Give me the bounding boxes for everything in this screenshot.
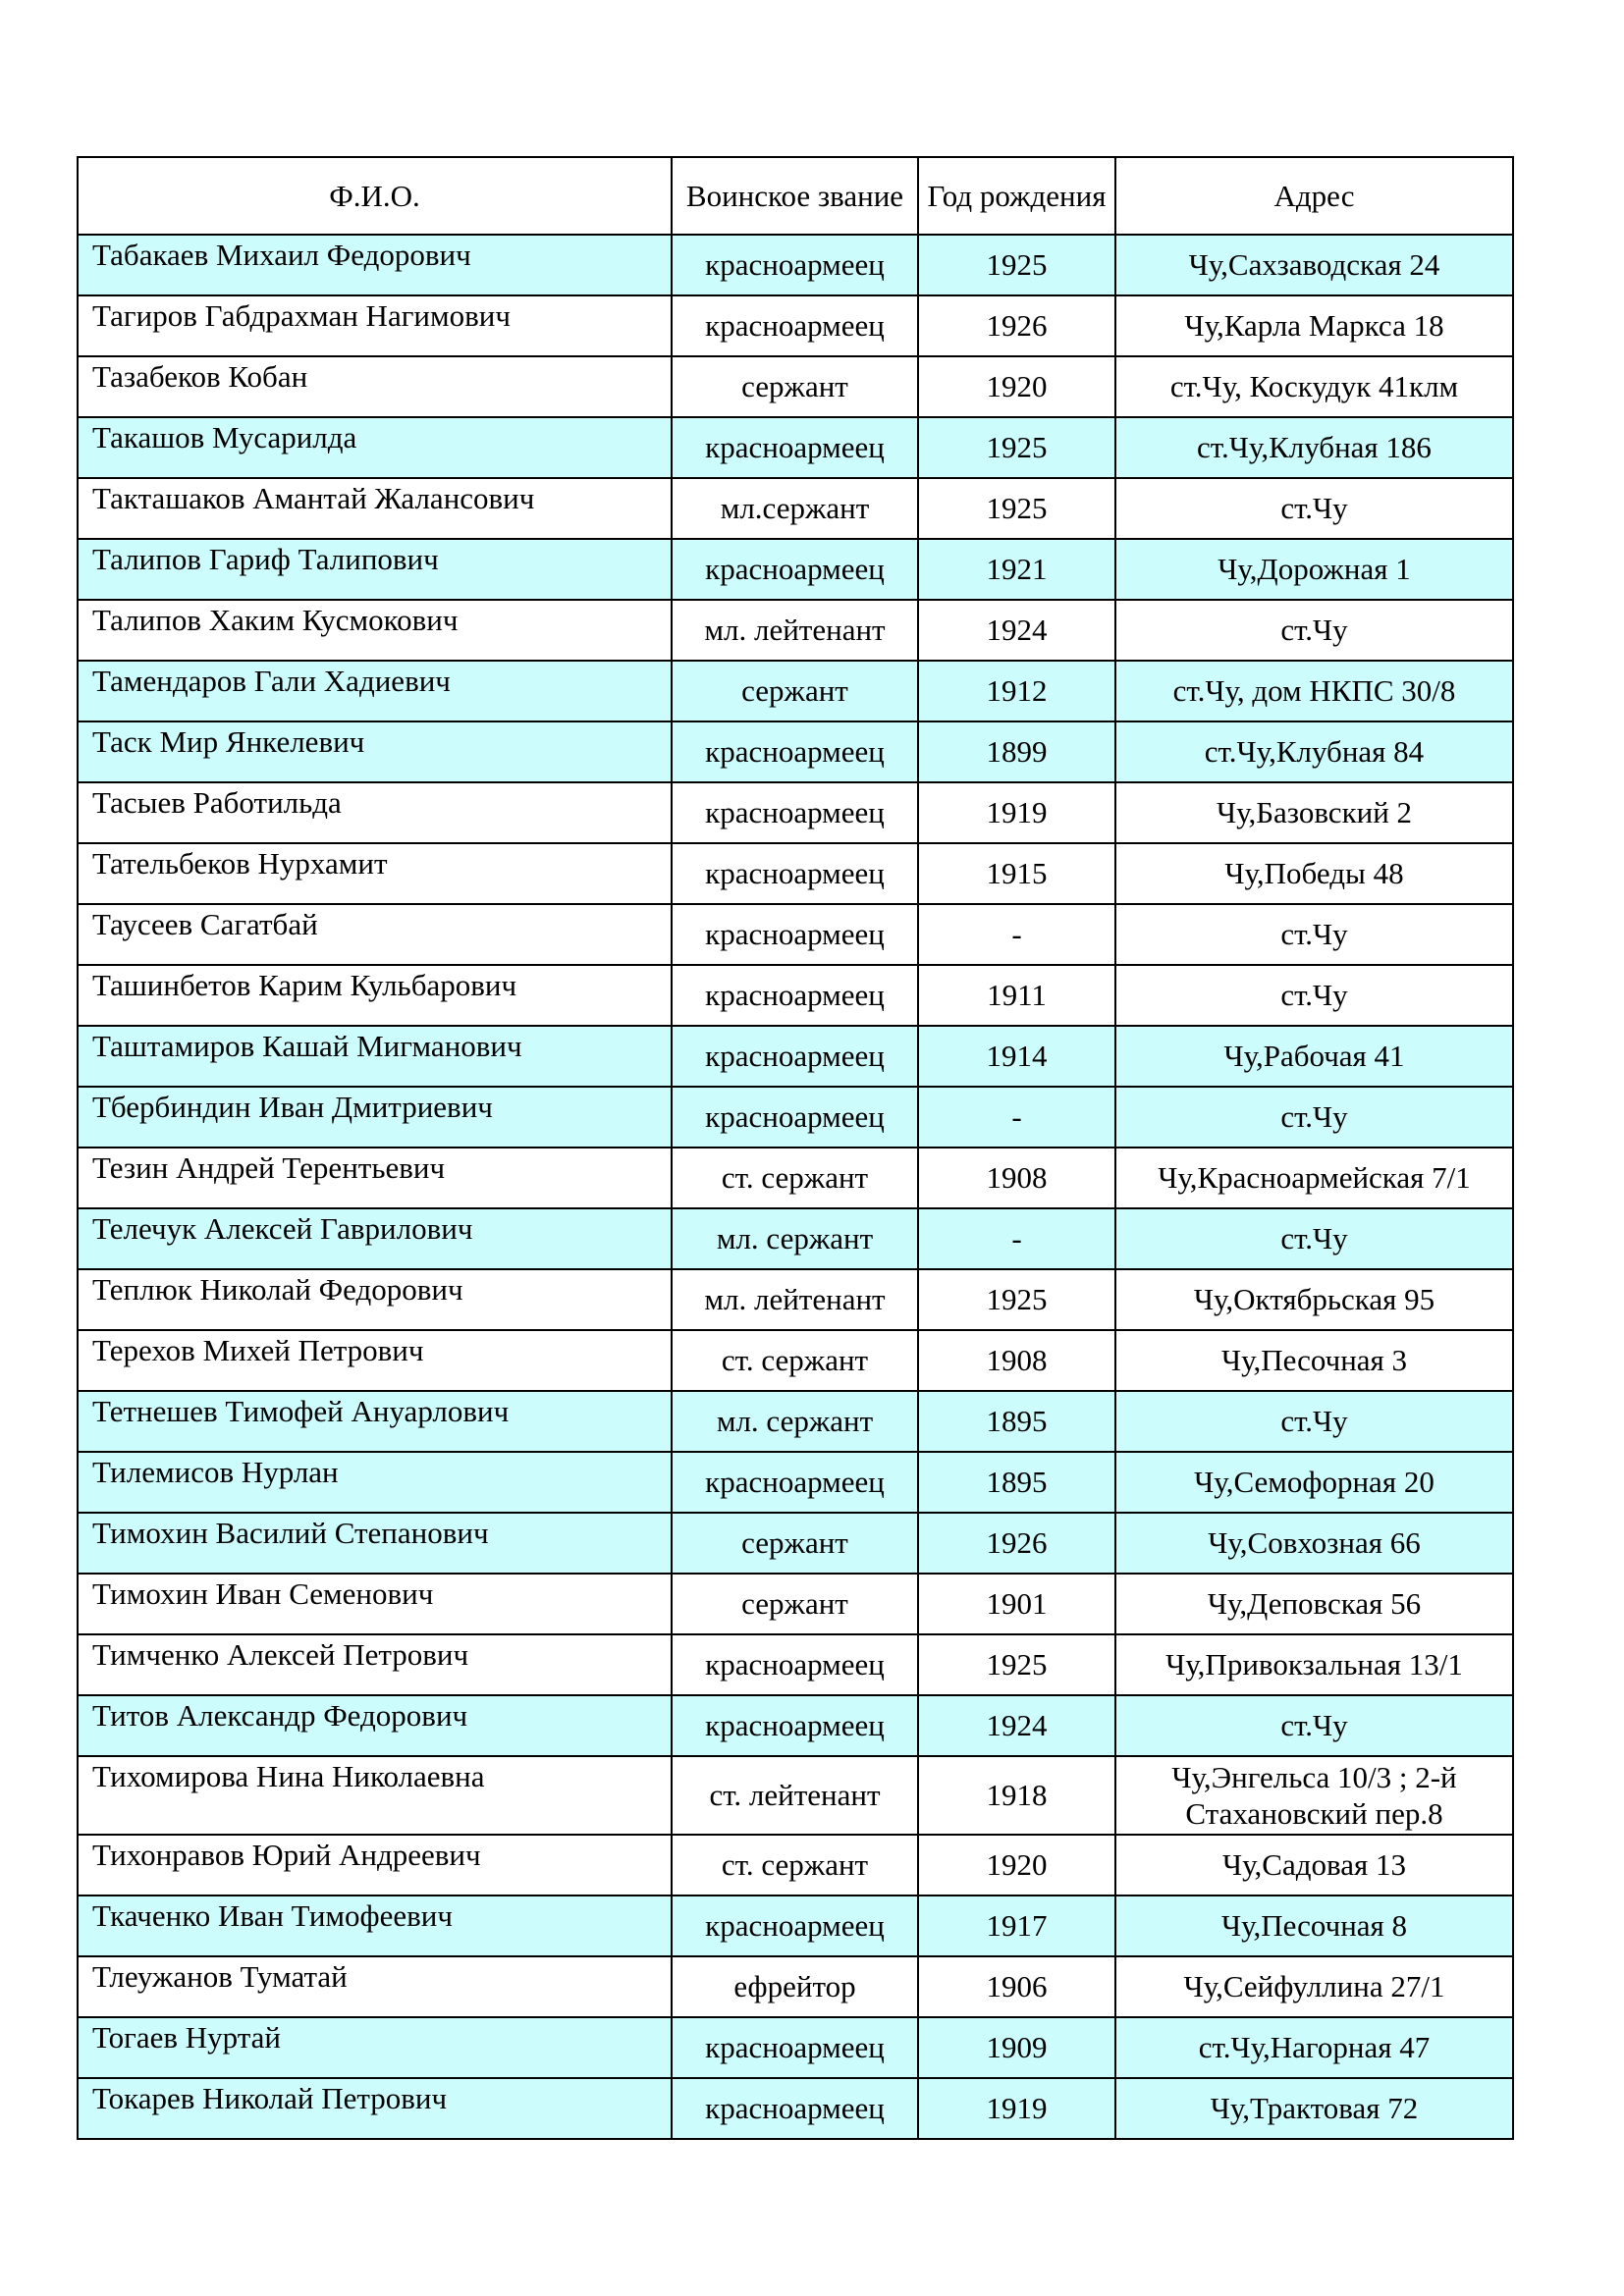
cell-address: ст.Чу — [1115, 904, 1513, 965]
cell-birth-year: 1906 — [918, 1956, 1115, 2017]
cell-name: Тихомирова Нина Николаевна — [78, 1756, 672, 1835]
cell-birth-year: 1909 — [918, 2017, 1115, 2078]
cell-name: Ткаченко Иван Тимофеевич — [78, 1896, 672, 1956]
table-row — [78, 965, 1513, 1026]
table-row — [78, 721, 1513, 782]
cell-rank: красноармеец — [672, 904, 918, 965]
cell-name: Такташаков Амантай Жалансович — [78, 478, 672, 539]
cell-rank: сержант — [672, 1513, 918, 1574]
table-row — [78, 1208, 1513, 1269]
header-rank: Воинское звание — [672, 157, 918, 235]
cell-name: Тагиров Габдрахман Нагимович — [78, 295, 672, 356]
table-row — [78, 1391, 1513, 1452]
table-row — [78, 1896, 1513, 1956]
cell-rank: мл. лейтенант — [672, 1269, 918, 1330]
cell-name: Талипов Хаким Кусмокович — [78, 600, 672, 661]
cell-birth-year: 1920 — [918, 356, 1115, 417]
cell-name: Тательбеков Нурхамит — [78, 843, 672, 904]
table-row — [78, 1330, 1513, 1391]
cell-address: ст.Чу — [1115, 1087, 1513, 1148]
cell-name: Тлеужанов Туматай — [78, 1956, 672, 2017]
cell-birth-year: 1915 — [918, 843, 1115, 904]
table-row — [78, 356, 1513, 417]
table-row — [78, 478, 1513, 539]
table-row — [78, 1956, 1513, 2017]
cell-name: Тасыев Работильда — [78, 782, 672, 843]
cell-name: Титов Александр Федорович — [78, 1695, 672, 1756]
table-row — [78, 1574, 1513, 1634]
cell-birth-year: 1925 — [918, 1269, 1115, 1330]
cell-birth-year: 1925 — [918, 478, 1115, 539]
cell-address: Чу,Привокзальная 13/1 — [1115, 1634, 1513, 1695]
cell-name: Тетнешев Тимофей Ануарлович — [78, 1391, 672, 1452]
cell-rank: красноармеец — [672, 417, 918, 478]
cell-birth-year: 1899 — [918, 721, 1115, 782]
cell-address: ст.Чу — [1115, 1695, 1513, 1756]
header-birth-year: Год рождения — [918, 157, 1115, 235]
cell-birth-year: 1895 — [918, 1391, 1115, 1452]
cell-rank: красноармеец — [672, 843, 918, 904]
cell-name: Тимохин Иван Семенович — [78, 1574, 672, 1634]
table-row — [78, 2017, 1513, 2078]
cell-birth-year: 1920 — [918, 1835, 1115, 1896]
cell-address: ст.Чу,Клубная 186 — [1115, 417, 1513, 478]
cell-rank: красноармеец — [672, 539, 918, 600]
cell-rank: красноармеец — [672, 965, 918, 1026]
cell-address: Чу,Дорожная 1 — [1115, 539, 1513, 600]
table-row — [78, 1835, 1513, 1896]
cell-name: Терехов Михей Петрович — [78, 1330, 672, 1391]
cell-birth-year: 1901 — [918, 1574, 1115, 1634]
cell-address: Чу,Совхозная 66 — [1115, 1513, 1513, 1574]
cell-address: ст.Чу — [1115, 600, 1513, 661]
cell-address: ст.Чу — [1115, 478, 1513, 539]
cell-name: Тимохин Василий Степанович — [78, 1513, 672, 1574]
cell-rank: мл. сержант — [672, 1208, 918, 1269]
table-row — [78, 539, 1513, 600]
cell-rank: красноармеец — [672, 1634, 918, 1695]
cell-birth-year: 1926 — [918, 1513, 1115, 1574]
cell-birth-year: - — [918, 904, 1115, 965]
cell-address: Чу,Рабочая 41 — [1115, 1026, 1513, 1087]
cell-birth-year: 1918 — [918, 1756, 1115, 1835]
cell-name: Токарев Николай Петрович — [78, 2078, 672, 2139]
cell-name: Таусеев Сагатбай — [78, 904, 672, 965]
table-row — [78, 1148, 1513, 1208]
cell-rank: красноармеец — [672, 2078, 918, 2139]
cell-rank: красноармеец — [672, 1026, 918, 1087]
table-row — [78, 782, 1513, 843]
header-row — [78, 157, 1513, 235]
cell-rank: красноармеец — [672, 1896, 918, 1956]
cell-address: Чу,Садовая 13 — [1115, 1835, 1513, 1896]
cell-birth-year: 1895 — [918, 1452, 1115, 1513]
cell-address: ст.Чу, Коскудук 41клм — [1115, 356, 1513, 417]
table-row — [78, 1269, 1513, 1330]
cell-address: Чу,Красноармейская 7/1 — [1115, 1148, 1513, 1208]
cell-birth-year: 1908 — [918, 1148, 1115, 1208]
cell-rank: ефрейтор — [672, 1956, 918, 2017]
cell-name: Таштамиров Кашай Мигманович — [78, 1026, 672, 1087]
cell-name: Тимченко Алексей Петрович — [78, 1634, 672, 1695]
table-row — [78, 235, 1513, 295]
table-row — [78, 2078, 1513, 2139]
cell-name: Ташинбетов Карим Кульбарович — [78, 965, 672, 1026]
cell-rank: сержант — [672, 661, 918, 721]
cell-address: Чу,Сейфуллина 27/1 — [1115, 1956, 1513, 2017]
cell-birth-year: 1925 — [918, 235, 1115, 295]
header-name: Ф.И.О. — [78, 157, 672, 235]
cell-birth-year: 1911 — [918, 965, 1115, 1026]
cell-birth-year: - — [918, 1208, 1115, 1269]
cell-birth-year: 1908 — [918, 1330, 1115, 1391]
header-address: Адрес — [1115, 157, 1513, 235]
cell-birth-year: - — [918, 1087, 1115, 1148]
table-row — [78, 417, 1513, 478]
cell-name: Тилемисов Нурлан — [78, 1452, 672, 1513]
table-row — [78, 1513, 1513, 1574]
cell-name: Табакаев Михаил Федорович — [78, 235, 672, 295]
cell-rank: сержант — [672, 356, 918, 417]
table-row — [78, 600, 1513, 661]
cell-name: Телечук Алексей Гаврилович — [78, 1208, 672, 1269]
cell-name: Тбербиндин Иван Дмитриевич — [78, 1087, 672, 1148]
table-row — [78, 1087, 1513, 1148]
cell-rank: сержант — [672, 1574, 918, 1634]
cell-address: ст.Чу — [1115, 1208, 1513, 1269]
cell-address: Чу,Песочная 3 — [1115, 1330, 1513, 1391]
cell-rank: красноармеец — [672, 1452, 918, 1513]
cell-address: Чу,Семофорная 20 — [1115, 1452, 1513, 1513]
cell-name: Тогаев Нуртай — [78, 2017, 672, 2078]
cell-address: ст.Чу — [1115, 1391, 1513, 1452]
cell-rank: красноармеец — [672, 1087, 918, 1148]
cell-birth-year: 1919 — [918, 2078, 1115, 2139]
cell-address: ст.Чу, дом НКПС 30/8 — [1115, 661, 1513, 721]
cell-rank: мл.сержант — [672, 478, 918, 539]
cell-rank: красноармеец — [672, 295, 918, 356]
table-row — [78, 1695, 1513, 1756]
table-row — [78, 295, 1513, 356]
cell-birth-year: 1926 — [918, 295, 1115, 356]
cell-birth-year: 1919 — [918, 782, 1115, 843]
cell-name: Тихонравов Юрий Андреевич — [78, 1835, 672, 1896]
cell-name: Таск Мир Янкелевич — [78, 721, 672, 782]
cell-address: Чу,Энгельса 10/3 ; 2-й Стахановский пер.8 — [1115, 1756, 1513, 1835]
cell-address: Чу,Трактовая 72 — [1115, 2078, 1513, 2139]
cell-address: Чу,Базовский 2 — [1115, 782, 1513, 843]
cell-address: Чу,Песочная 8 — [1115, 1896, 1513, 1956]
cell-birth-year: 1924 — [918, 600, 1115, 661]
cell-birth-year: 1921 — [918, 539, 1115, 600]
cell-address: Чу,Карла Маркса 18 — [1115, 295, 1513, 356]
cell-address: Чу,Победы 48 — [1115, 843, 1513, 904]
cell-rank: мл. сержант — [672, 1391, 918, 1452]
cell-birth-year: 1924 — [918, 1695, 1115, 1756]
cell-address: ст.Чу,Клубная 84 — [1115, 721, 1513, 782]
cell-rank: ст. лейтенант — [672, 1756, 918, 1835]
roster-table — [77, 156, 1514, 2140]
cell-rank: ст. сержант — [672, 1148, 918, 1208]
cell-rank: красноармеец — [672, 1695, 918, 1756]
cell-name: Теплюк Николай Федорович — [78, 1269, 672, 1330]
cell-rank: красноармеец — [672, 235, 918, 295]
cell-rank: красноармеец — [672, 782, 918, 843]
cell-birth-year: 1917 — [918, 1896, 1115, 1956]
cell-birth-year: 1925 — [918, 1634, 1115, 1695]
cell-address: ст.Чу,Нагорная 47 — [1115, 2017, 1513, 2078]
cell-name: Талипов Гариф Талипович — [78, 539, 672, 600]
cell-rank: ст. сержант — [672, 1835, 918, 1896]
cell-address: Чу,Октябрьская 95 — [1115, 1269, 1513, 1330]
cell-name: Тамендаров Гали Хадиевич — [78, 661, 672, 721]
table-row — [78, 1452, 1513, 1513]
cell-name: Тезин Андрей Терентьевич — [78, 1148, 672, 1208]
table-row — [78, 1026, 1513, 1087]
table-row — [78, 904, 1513, 965]
cell-address: Чу,Деповская 56 — [1115, 1574, 1513, 1634]
cell-rank: красноармеец — [672, 2017, 918, 2078]
cell-birth-year: 1914 — [918, 1026, 1115, 1087]
cell-rank: красноармеец — [672, 721, 918, 782]
table-row — [78, 661, 1513, 721]
cell-name: Тазабеков Кобан — [78, 356, 672, 417]
table-row — [78, 1634, 1513, 1695]
table-row — [78, 843, 1513, 904]
cell-address: ст.Чу — [1115, 965, 1513, 1026]
cell-rank: ст. сержант — [672, 1330, 918, 1391]
cell-name: Такашов Мусарилда — [78, 417, 672, 478]
cell-address: Чу,Сахзаводская 24 — [1115, 235, 1513, 295]
cell-birth-year: 1925 — [918, 417, 1115, 478]
cell-birth-year: 1912 — [918, 661, 1115, 721]
cell-rank: мл. лейтенант — [672, 600, 918, 661]
table-row — [78, 1756, 1513, 1835]
